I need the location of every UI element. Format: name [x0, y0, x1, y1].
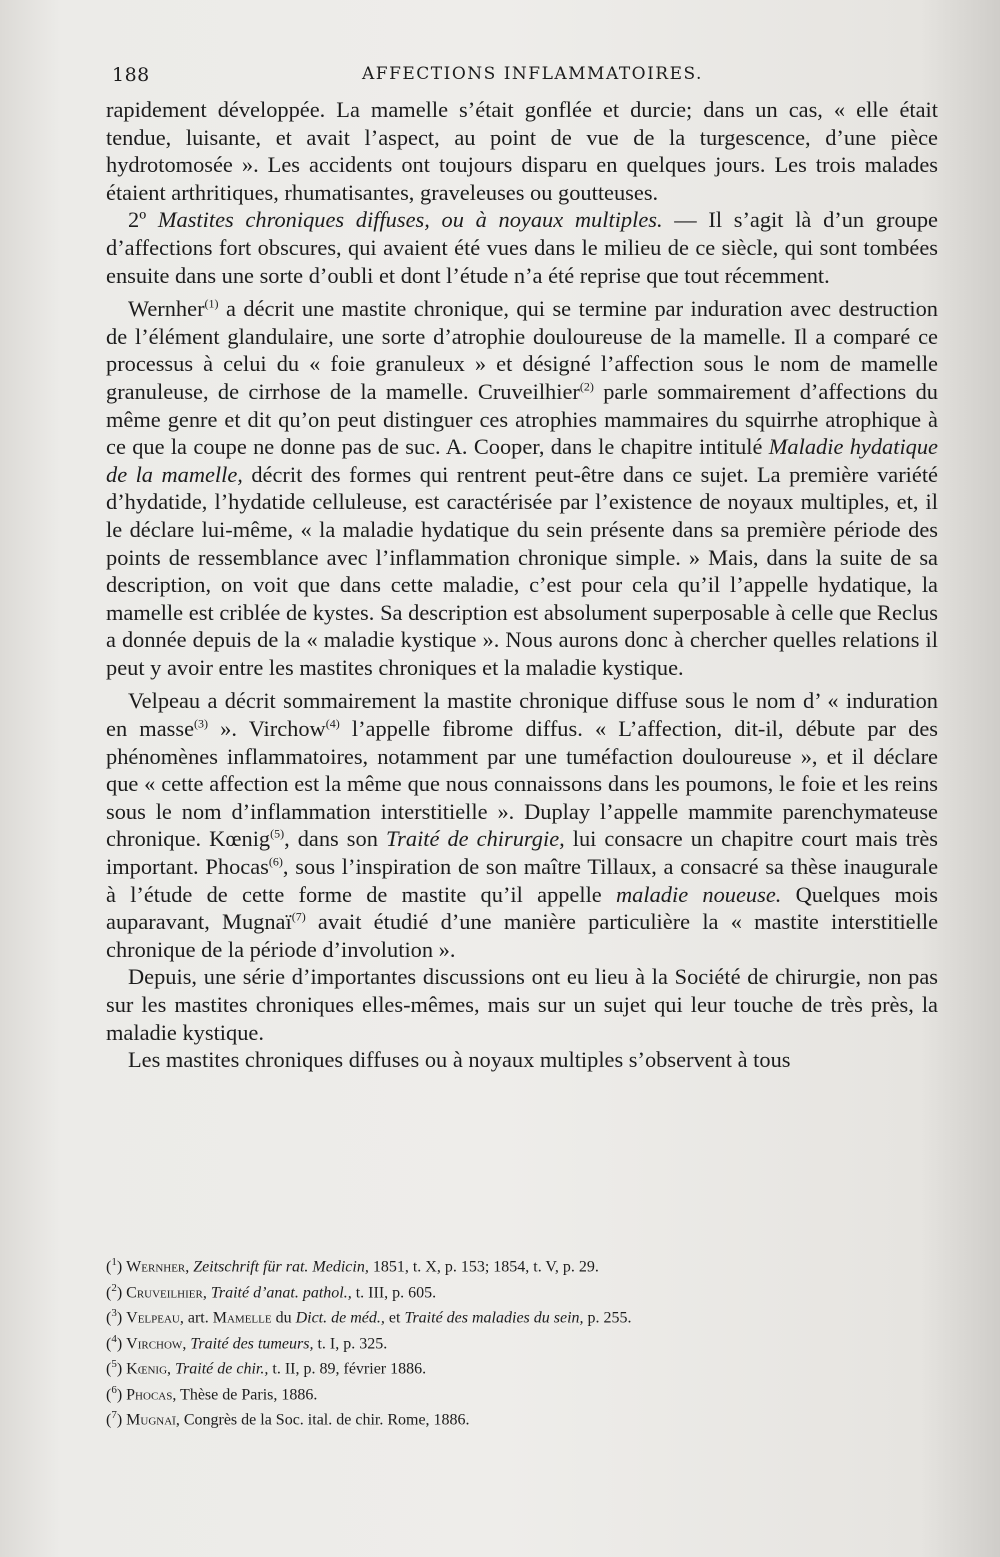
paragraph-text: avait étudié d’une manière particulière la « mastite interstitielle chronique de la période d’involution ». [106, 909, 939, 962]
paragraph-text: ». Virchow [208, 716, 326, 742]
paragraph-text: rapidement développée. La mamelle s’était gonflée et durcie; dans un cas, « elle était tendue, luisante, et avait l’aspect, au point de vue de la turgescence, d’une pièce hydrotomosée ». Les accidents ont toujours disparu en quelques jours. Les trois malades étaient arthritiques, rhumatisantes, graveleuses ou goutteuses. [106, 97, 938, 205]
footnote-ref: (2) [579, 379, 594, 394]
footnote-ref: (3) [194, 716, 209, 731]
footnote: ($^1$) Wernher, Zeitschrift für rat. Medicin, 1851, t. X, p. 153; 1854, t. V, p. 29. [106, 1256, 599, 1276]
paragraph-text: Les mastites chroniques diffuses ou à noyaux multiples s’observent à tous [128, 1047, 791, 1073]
paragraph [106, 963, 938, 1046]
page-header [112, 64, 932, 94]
footnote-ref: (4) [325, 716, 340, 731]
italic-title: maladie noueuse. [616, 881, 782, 907]
paragraph-text: décrit des formes qui rentrent peut-être dans ce sujet. La première variété d’hydatide, l’hydatide celluleuse, est caractérisée par l’existence de noyaux multiples, et, il le déclare lui-même, « la maladie hydatique du sein présente dans sa première période des points de ressemblance avec l’inflammation chronique simple. » Mais, dans la suite de sa description, on voit que dans cette maladie, c’est pour cela qu’il l’appelle hydatique, la mamelle est criblée de kystes. Sa description est absolument superposable à celle que Reclus a donnée depuis de la « maladie kystique ». Nous aurons donc à chercher quelles relations il peut y avoir entre les mastites chroniques et la maladie kystique. [106, 461, 938, 680]
paragraph [106, 96, 938, 206]
footnotes [106, 1252, 938, 1431]
paragraph-text: — Il s’agit là d’un groupe d’affections fort obscures, qui avaient été vues dans le milieu de ce siècle, qui sont tombées ensuite dans une sorte d’oubli et dont l’étude n’a été reprise que tout récemment. [106, 207, 938, 288]
paragraph-text: Depuis, une série d’importantes discussions ont eu lieu à la Société de chirurgie, non pas sur les mastites chroniques elles-mêmes, mais sur un sujet qui leur touche de très près, la maladie kystique. [106, 964, 938, 1045]
footnote: ($^6$) Phocas, Thèse de Paris, 1886. [106, 1383, 318, 1403]
paragraph-text: , dans son [284, 826, 386, 852]
paragraph-text: l’appelle fibrome diffus. « L’affection, dit-il, débute par des phénomènes inflammatoires, notamment par une tuméfaction douloureuse », et il déclare que « cette affection est la même que nous connaissons dans les poumons, le foie et les reins sous le nom d’inflammation interstitielle ». Duplay l’appelle mammite parenchymateuse chronique. Kœnig [106, 716, 938, 852]
footnote-ref: (1) [204, 296, 219, 311]
running-title: AFFECTIONS INFLAMMATOIRES. [362, 64, 703, 84]
paragraph-text: Quelques mois auparavant, Mugnaï [106, 881, 939, 935]
paragraph-text: lui consacre un chapitre court mais très important. Phocas [106, 826, 938, 880]
paragraph [106, 1046, 938, 1074]
paragraph-text: , sous l’inspiration de son maître Tillaux, a consacré sa thèse inaugurale à l’étude de cette forme de mastite qu’il appelle [106, 854, 939, 907]
italic-title: Traité de chirurgie, [385, 826, 565, 852]
body-text [106, 96, 938, 1074]
paragraph-text: parle sommairement d’affections du même genre et dit qu’on peut distinguer ces atrophies mammaires du squirrhe atrophique à ce que la coupe ne donne pas de suc. A. Cooper, dans le chapitre intitulé [106, 378, 938, 460]
paragraph [106, 295, 938, 681]
paragraph-text: Wernher [128, 296, 205, 322]
paragraph-text: a décrit une mastite chronique, qui se termine par induration avec destruction de l’élément glandulaire, une sorte d’atrophie douloureuse de la mamelle. Il a comparé ce processus à celui du « foie granuleux » et désigné l’affection sous le nom de mamelle granuleuse, de cirrhose de la mamelle. Cruveilhier [106, 296, 938, 404]
footnote-ref: (6) [268, 854, 283, 869]
section-paragraph [106, 206, 938, 289]
footnote-ref: (5) [270, 826, 285, 841]
paragraph [106, 687, 938, 963]
footnote-ref: (7) [291, 909, 306, 924]
italic-title: Maladie hydatique de la mamelle, [106, 434, 938, 487]
footnote: ($^4$) Virchow, Traité des tumeurs, t. I, p. 325. [106, 1332, 388, 1352]
footnote: ($^7$) Mugnaï, Congrès de la Soc. ital. de chir. Rome, 1886. [106, 1409, 470, 1429]
page-number: 188 [112, 64, 150, 86]
footnote: ($^3$) Velpeau, art. Mamelle du Dict. de méd., et Traité des maladies du sein, p. 255. [106, 1307, 632, 1327]
paragraph-text: Velpeau a décrit sommairement la mastite chronique diffuse sous le nom d’ « induration en masse [106, 688, 938, 742]
section-number: 2º [128, 207, 147, 233]
footnote: ($^5$) Kœnig, Traité de chir., t. II, p. 89, février 1886. [106, 1358, 427, 1378]
footnote: ($^2$) Cruveilhier, Traité d’anat. pathol., t. III, p. 605. [106, 1281, 437, 1301]
section-title: Mastites chroniques diffuses, ou à noyaux multiples. [157, 207, 663, 233]
